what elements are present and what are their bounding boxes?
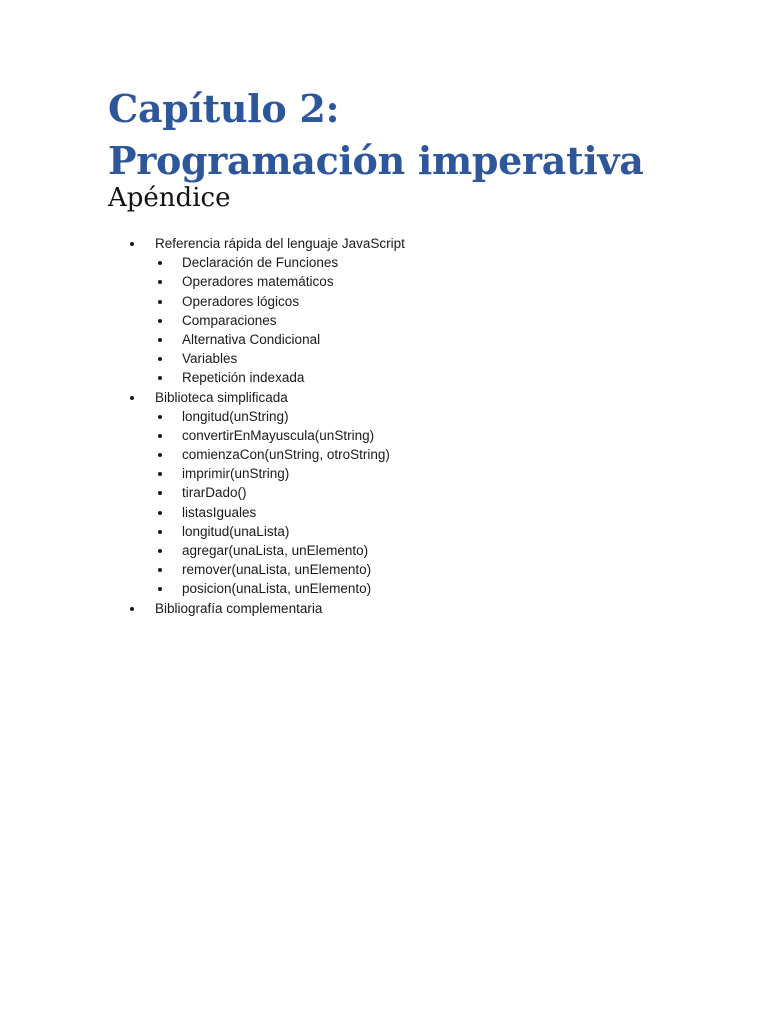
- sub-list-item-label: comienzaCon(unString, otroString): [182, 447, 390, 463]
- bullet-icon: [158, 530, 162, 534]
- bullet-icon: [158, 319, 162, 323]
- sub-list-item: [155, 368, 405, 387]
- list-item-label: Bibliografía complementaria: [155, 600, 323, 616]
- sub-list-item-label: Repetición indexada: [182, 370, 305, 386]
- sub-list-item: [155, 311, 405, 330]
- bullet-icon: [130, 607, 134, 611]
- bullet-icon: [158, 587, 162, 591]
- list-item: [130, 388, 405, 599]
- sub-list-item: [155, 522, 405, 541]
- sub-list-item: [155, 579, 405, 598]
- sub-list-item-label: longitud(unString): [182, 408, 289, 424]
- bullet-icon: [158, 376, 162, 380]
- sub-list-item-label: Declaración de Funciones: [182, 255, 339, 271]
- section-title: Apéndice: [108, 183, 231, 213]
- bullet-icon: [158, 261, 162, 265]
- bullet-icon: [158, 453, 162, 457]
- bullet-icon: [158, 434, 162, 438]
- bullet-icon: [158, 568, 162, 572]
- chapter-title-line-2: Programación imperativa: [108, 138, 644, 183]
- sub-list-item: [155, 272, 405, 291]
- sub-list-item: [155, 292, 405, 311]
- bullet-icon: [158, 511, 162, 515]
- sub-list-item-label: Comparaciones: [182, 312, 277, 328]
- sub-list-item-label: Operadores lógicos: [182, 293, 300, 309]
- sub-list-item: [155, 503, 405, 522]
- sub-list-item: [155, 349, 405, 368]
- bullet-icon: [130, 396, 134, 400]
- sub-list-item-label: tirarDado(): [182, 485, 247, 501]
- appendix-contents-list: [130, 234, 405, 618]
- sub-list-item: [155, 541, 405, 560]
- sub-list-item-label: Variables: [182, 351, 238, 367]
- sub-list-item-label: longitud(unaLista): [182, 523, 290, 539]
- chapter-title-line-1: Capítulo 2:: [108, 86, 340, 131]
- bullet-icon: [158, 280, 162, 284]
- sub-list-item: [155, 330, 405, 349]
- list-item-label: Referencia rápida del lenguaje JavaScript: [155, 236, 405, 251]
- sub-list-item-label: remover(unaLista, unElemento): [182, 562, 372, 578]
- sub-list-item: [155, 445, 405, 464]
- sub-list-item-label: Alternativa Condicional: [182, 331, 321, 347]
- sub-list-item-label: Operadores matemáticos: [182, 274, 334, 290]
- sub-list-item-label: agregar(unaLista, unElemento): [182, 543, 369, 558]
- bullet-icon: [158, 415, 162, 419]
- sub-list-item: [155, 253, 405, 272]
- chapter-title: [108, 83, 644, 187]
- bullet-icon: [158, 338, 162, 342]
- bullet-icon: [158, 491, 162, 495]
- sub-list-item: [155, 426, 405, 445]
- sub-list-item-label: imprimir(unString): [182, 466, 290, 482]
- sub-list-item: [155, 560, 405, 579]
- sub-list-item: [155, 407, 405, 426]
- sub-list-item: [155, 483, 405, 502]
- sub-list-item: [155, 464, 405, 483]
- list-item: [130, 599, 405, 618]
- list-item-label: Biblioteca simplificada: [155, 389, 288, 405]
- bullet-icon: [158, 472, 162, 476]
- list-item: [130, 234, 405, 388]
- bullet-icon: [158, 357, 162, 361]
- sub-list: [155, 253, 405, 387]
- sub-list-item-label: posicion(unaLista, unElemento): [182, 581, 372, 597]
- bullet-icon: [130, 242, 134, 246]
- bullet-icon: [158, 549, 162, 553]
- sub-list-item-label: listasIguales: [182, 504, 257, 520]
- bullet-icon: [158, 300, 162, 304]
- sub-list: [155, 407, 405, 599]
- sub-list-item-label: convertirEnMayuscula(unString): [182, 427, 375, 443]
